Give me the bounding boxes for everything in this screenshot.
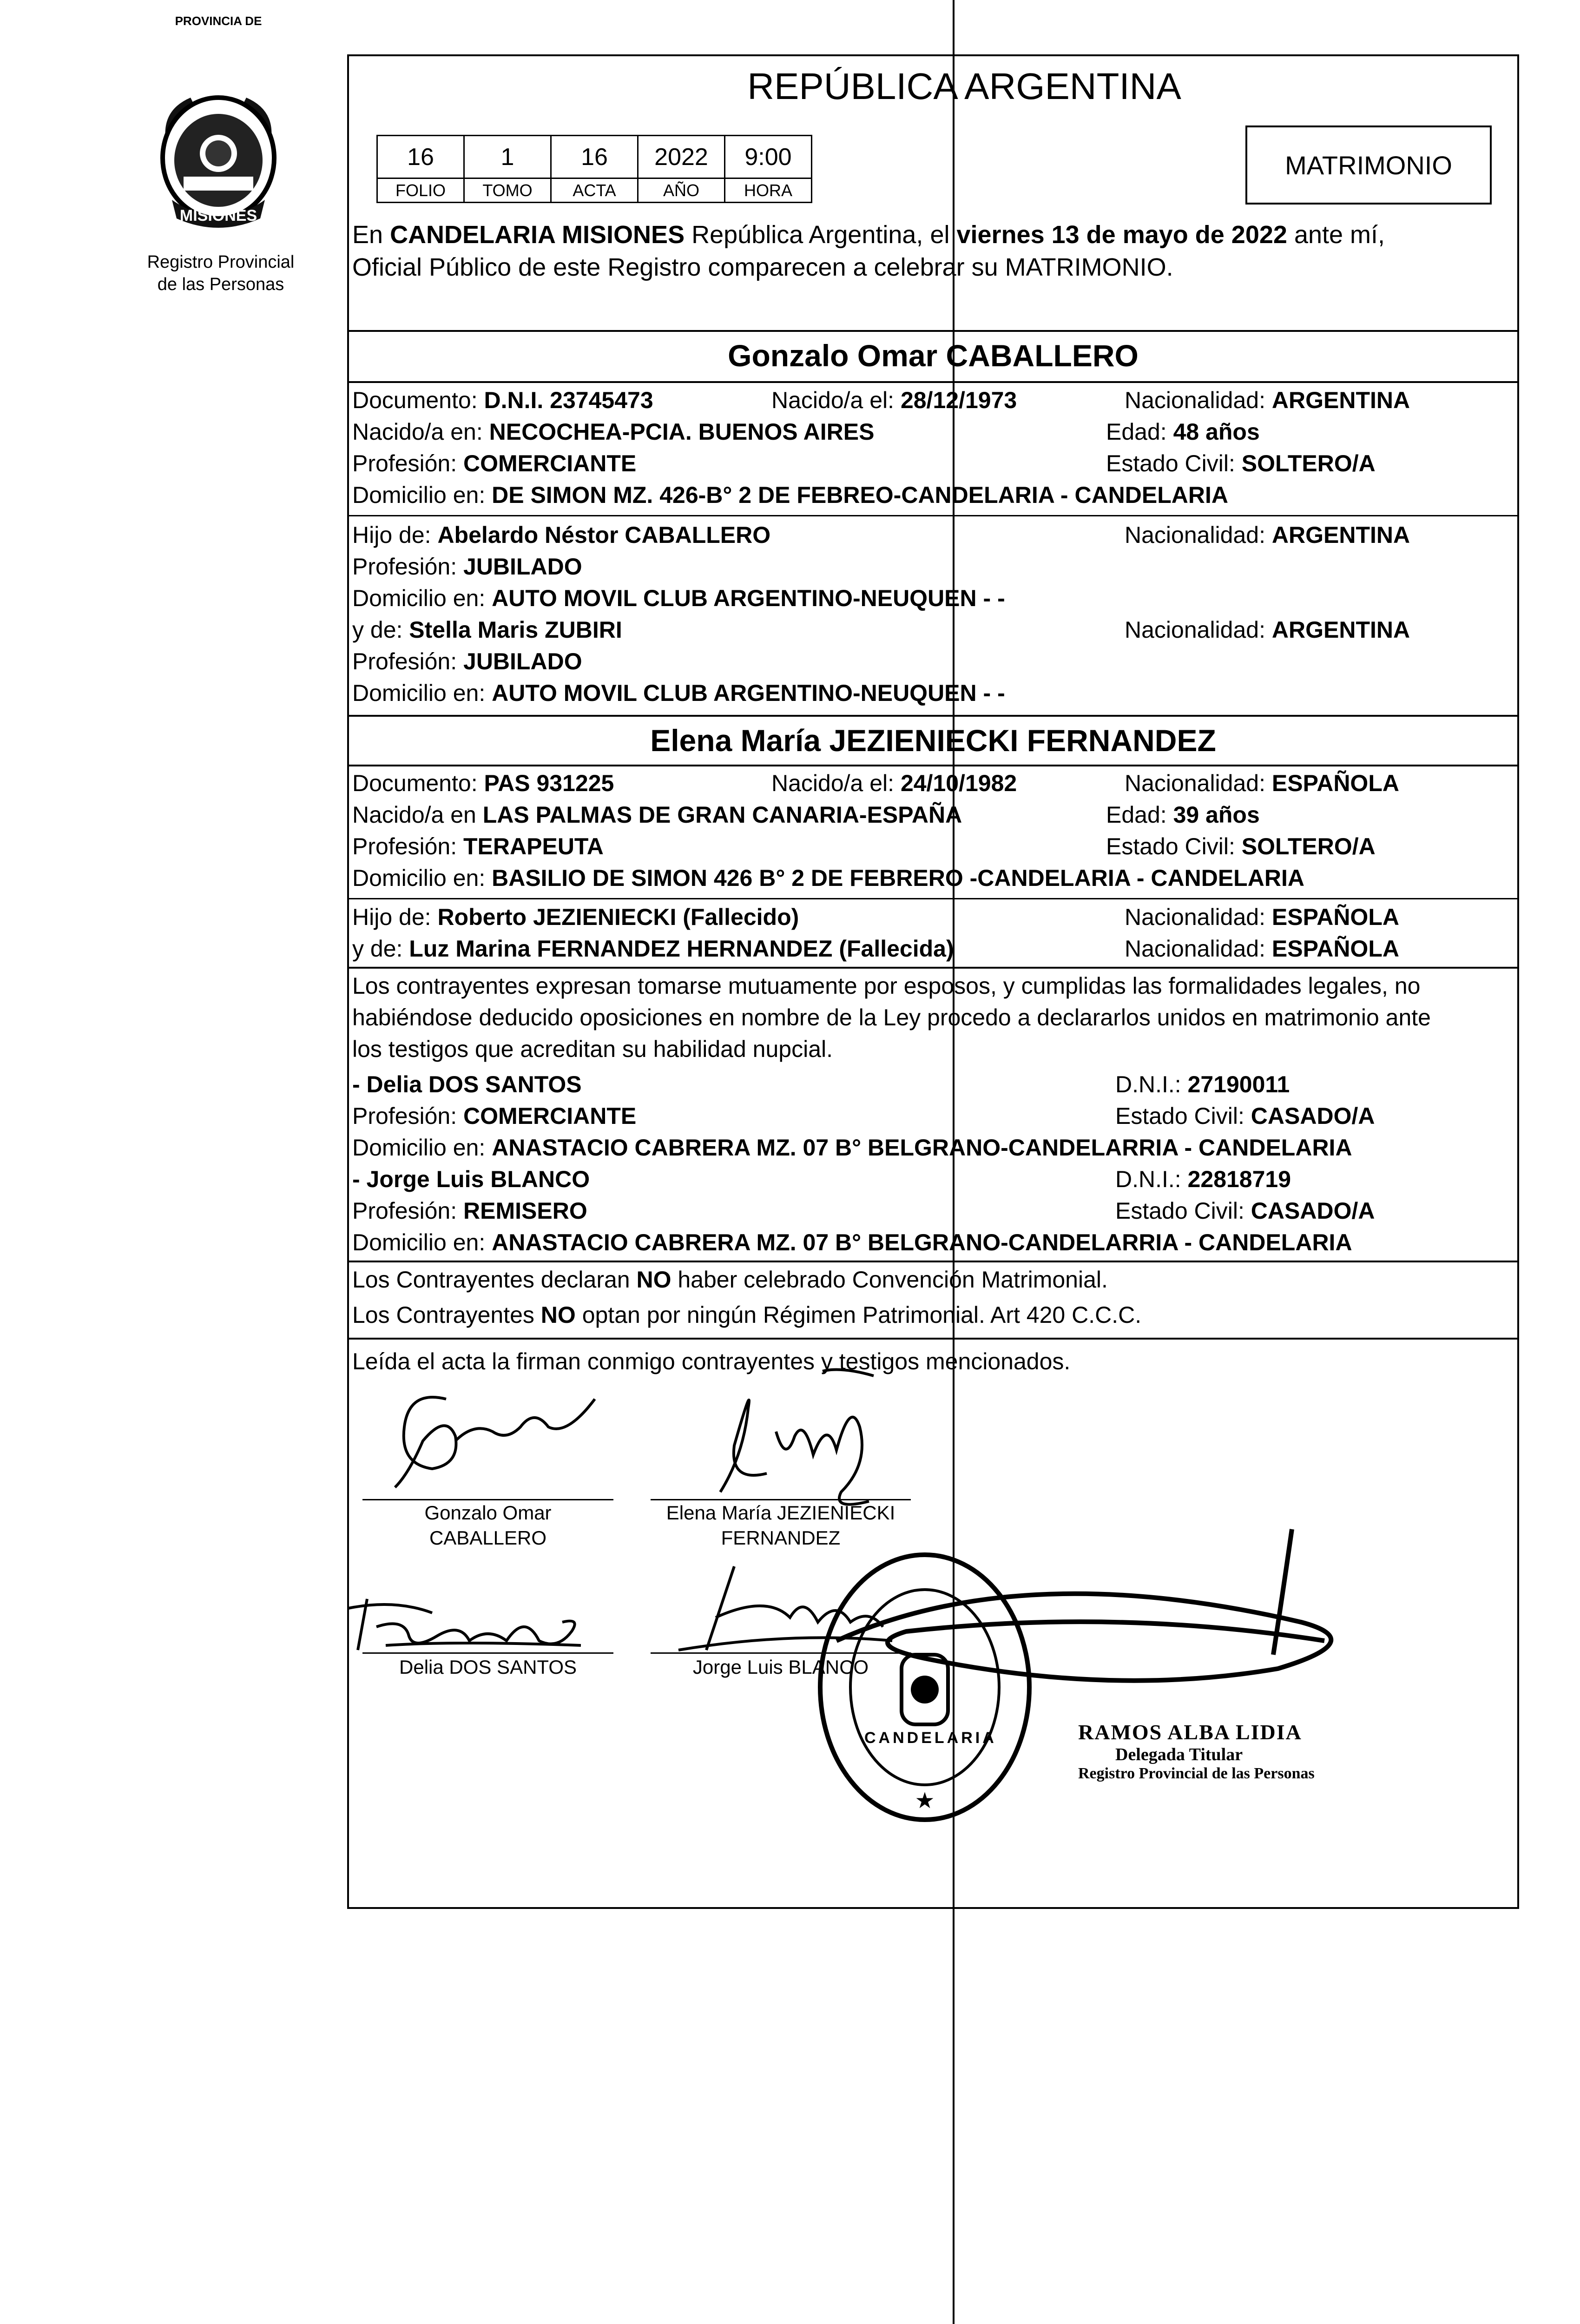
label: Nacionalidad: — [1125, 770, 1272, 796]
label: Nacionalidad: — [1125, 936, 1272, 962]
groom-signature-icon — [353, 1371, 678, 1511]
divider — [347, 898, 1519, 899]
witness-1-civil-row — [1115, 1101, 1375, 1131]
bride-sign-name-1: Elena María JEZIENIECKI — [666, 1502, 895, 1524]
groom-age: 48 años — [1173, 419, 1260, 445]
witness-1-signature-icon — [339, 1571, 599, 1664]
bride-name: Elena María JEZIENIECKI FERNANDEZ — [650, 723, 1216, 758]
bride-signature-icon — [674, 1362, 953, 1515]
intro-text: ante mí, — [1287, 221, 1385, 249]
bride-mother-row — [352, 933, 954, 964]
witness-1-address: ANASTACIO CABRERA MZ. 07 B° BELGRANO-CANDELARRIA - CANDELARIA — [492, 1135, 1352, 1161]
groom-sign-name-1: Gonzalo Omar — [424, 1502, 552, 1524]
intro-line-2: Oficial Público de este Registro comparecen a celebrar su MATRIMONIO. — [352, 253, 1173, 281]
label: Nacionalidad: — [1125, 904, 1272, 930]
label: Profesión: — [352, 450, 464, 476]
bride-civil-row — [1106, 831, 1376, 862]
bride-father-nationality: ESPAÑOLA — [1271, 904, 1399, 930]
bride-civil-status: SOLTERO/A — [1241, 833, 1376, 859]
groom-address: DE SIMON MZ. 426-B° 2 DE FEBREO-CANDELARIA - CANDELARIA — [492, 482, 1228, 508]
intro-date: viernes 13 de mayo de 2022 — [956, 221, 1287, 249]
act-type-box: MATRIMONIO — [1245, 125, 1492, 205]
label: Domicilio en: — [352, 865, 492, 891]
divider — [347, 1261, 1519, 1262]
groom-sign-label — [362, 1500, 613, 1551]
bride-document-row — [352, 768, 614, 799]
declaration-line-3: los testigos que acreditan su habilidad nupcial. — [352, 1036, 833, 1062]
seal-bottom-text: MISIONES — [179, 207, 257, 224]
intro-place: CANDELARIA MISIONES — [390, 221, 685, 249]
official-title: Delegada Titular — [1115, 1745, 1243, 1764]
witness-2-dni: 22818719 — [1187, 1166, 1291, 1192]
witness-2-civil-status: CASADO/A — [1251, 1198, 1375, 1224]
bride-father: Roberto JEZIENIECKI (Fallecido) — [437, 904, 799, 930]
acta-label: ACTA — [550, 178, 639, 203]
groom-mother-profession: JUBILADO — [463, 648, 582, 674]
groom-mother-row — [352, 614, 622, 645]
label: Nacido/a en: — [352, 419, 489, 445]
groom-birthdate-row — [771, 385, 1017, 416]
declaration-line-2: habiéndose deducido oposiciones en nombre de la Ley procedo a declararlos unidos en matrimonio ante — [352, 1004, 1431, 1030]
label: D.N.I.: — [1115, 1166, 1188, 1192]
official-name: RAMOS ALBA LIDIA — [1078, 1720, 1302, 1744]
label: Edad: — [1106, 802, 1173, 828]
groom-mother-dom-row — [352, 678, 1005, 708]
convention-line-1 — [352, 1264, 1108, 1295]
groom-father-nat-row — [1125, 520, 1410, 550]
bride-sign-name-2: FERNANDEZ — [721, 1527, 841, 1549]
witness-1-profession: COMERCIANTE — [463, 1103, 637, 1129]
bride-birthplace-row — [352, 799, 962, 830]
stamp-center-text: CANDELARIA — [864, 1729, 997, 1747]
groom-father-prof-row — [352, 551, 582, 582]
bride-birthdate: 24/10/1982 — [900, 770, 1017, 796]
witness-2-civil-row — [1115, 1195, 1375, 1226]
folio-label: FOLIO — [376, 178, 465, 203]
registry-label — [112, 251, 330, 296]
bride-father-row — [352, 902, 799, 932]
bride-mother: Luz Marina FERNANDEZ HERNANDEZ (Fallecida) — [409, 936, 954, 962]
intro-text: En — [352, 221, 390, 249]
groom-sign-name-2: CABALLERO — [429, 1527, 547, 1549]
groom-birthplace-row — [352, 416, 874, 447]
divider — [347, 330, 1519, 332]
label: Documento: — [352, 770, 484, 796]
groom-document: D.N.I. 23745473 — [484, 387, 653, 413]
witness-1-sign-label: Delia DOS SANTOS — [399, 1656, 577, 1678]
seal-top-text: PROVINCIA DE — [175, 14, 262, 28]
tomo-value: 1 — [463, 135, 552, 179]
text: Los Contrayentes declaran — [352, 1267, 637, 1293]
bride-nationality: ESPAÑOLA — [1271, 770, 1399, 796]
divider — [347, 381, 1519, 383]
witness-2-profession: REMISERO — [463, 1198, 587, 1224]
groom-mother-prof-row — [352, 646, 582, 677]
bride-profession-row — [352, 831, 604, 862]
witness-1-civil-status: CASADO/A — [1251, 1103, 1375, 1129]
groom-profession: COMERCIANTE — [463, 450, 637, 476]
groom-father-address: AUTO MOVIL CLUB ARGENTINO-NEUQUEN - - — [492, 585, 1005, 611]
witness-2-sign-label: Jorge Luis BLANCO — [692, 1656, 869, 1678]
groom-birthdate: 28/12/1973 — [900, 387, 1017, 413]
text: NO — [636, 1267, 672, 1293]
hora-label: HORA — [724, 178, 812, 203]
label: Hijo de: — [352, 904, 438, 930]
label: Documento: — [352, 387, 484, 413]
groom-birthplace: NECOCHEA-PCIA. BUENOS AIRES — [489, 419, 875, 445]
declaration-line-1: Los contrayentes expresan tomarse mutuamente por esposos, y cumplidas las formalidades legales, no — [352, 973, 1421, 999]
label: Domicilio en: — [352, 585, 492, 611]
acta-value: 16 — [550, 135, 639, 179]
bride-birthplace: LAS PALMAS DE GRAN CANARIA-ESPAÑA — [482, 802, 962, 828]
groom-father-row — [352, 520, 770, 550]
witness-1-dom-row — [352, 1132, 1352, 1163]
text: Los Contrayentes — [352, 1302, 541, 1328]
registry-line-2: de las Personas — [157, 275, 284, 294]
witness-2-dni-row — [1115, 1164, 1291, 1195]
label: Domicilio en: — [352, 1135, 492, 1161]
official-signature-icon — [790, 1501, 1394, 1715]
bride-nationality-row — [1125, 768, 1399, 799]
groom-civil-status: SOLTERO/A — [1241, 450, 1376, 476]
anio-label: AÑO — [637, 178, 725, 203]
bride-age: 39 años — [1173, 802, 1260, 828]
label: Domicilio en: — [352, 680, 492, 706]
witness-1-dni-row — [1115, 1069, 1290, 1100]
label: Profesión: — [352, 1103, 464, 1129]
bride-profession: TERAPEUTA — [463, 833, 604, 859]
groom-mother-address: AUTO MOVIL CLUB ARGENTINO-NEUQUEN - - — [492, 680, 1005, 706]
label: Nacido/a el: — [771, 770, 901, 796]
label: Nacionalidad: — [1125, 387, 1272, 413]
witness-2-dom-row — [352, 1227, 1352, 1258]
label: Domicilio en: — [352, 482, 492, 508]
intro-line-1 — [352, 218, 1385, 251]
tomo-label: TOMO — [463, 178, 552, 203]
bride-birthdate-row — [771, 768, 1017, 799]
witness-1-prof-row — [352, 1101, 636, 1131]
closing-text: Leída el acta la firman conmigo contrayentes y testigos mencionados. — [352, 1348, 1071, 1374]
label: Estado Civil: — [1115, 1103, 1251, 1129]
groom-profession-row — [352, 448, 636, 479]
official-block — [1078, 1720, 1315, 1783]
hora-value: 9:00 — [724, 135, 812, 179]
divider — [347, 967, 1519, 969]
witness-2-prof-row — [352, 1195, 587, 1226]
witness-1-name: - Delia DOS SANTOS — [352, 1071, 582, 1097]
groom-age-row — [1106, 416, 1260, 447]
intro-text: República Argentina, el — [685, 221, 957, 249]
groom-father-profession: JUBILADO — [463, 554, 582, 580]
label: y de: — [352, 617, 409, 643]
label: Profesión: — [352, 648, 464, 674]
groom-name: Gonzalo Omar CABALLERO — [728, 338, 1139, 373]
label: Estado Civil: — [1115, 1198, 1251, 1224]
groom-nationality: ARGENTINA — [1271, 387, 1410, 413]
bride-mother-nationality: ESPAÑOLA — [1271, 936, 1399, 962]
folio-value: 16 — [376, 135, 465, 179]
label: Nacido/a en — [352, 802, 483, 828]
label: Nacido/a el: — [771, 387, 901, 413]
text: NO — [540, 1302, 576, 1328]
witness-2-name: - Jorge Luis BLANCO — [352, 1166, 590, 1192]
groom-nationality-row — [1125, 385, 1410, 416]
bride-age-row — [1106, 799, 1260, 830]
label: D.N.I.: — [1115, 1071, 1188, 1097]
witness-1-dni: 27190011 — [1187, 1071, 1290, 1097]
bride-document: PAS 931225 — [484, 770, 614, 796]
republic-title: REPÚBLICA ARGENTINA — [747, 66, 1181, 107]
text: optan por ningún Régimen Patrimonial. Art 420 C.C.C. — [575, 1302, 1142, 1328]
divider — [347, 515, 1519, 516]
text: haber celebrado Convención Matrimonial. — [671, 1267, 1108, 1293]
groom-father: Abelardo Néstor CABALLERO — [437, 522, 771, 548]
official-office: Registro Provincial de las Personas — [1078, 1765, 1315, 1782]
bride-address-row — [352, 863, 1304, 893]
label: Estado Civil: — [1106, 833, 1242, 859]
registry-line-1: Registro Provincial — [147, 252, 295, 272]
label: Nacionalidad: — [1125, 617, 1272, 643]
label: Estado Civil: — [1106, 450, 1242, 476]
divider — [347, 765, 1519, 766]
bride-father-nat-row — [1125, 902, 1399, 932]
label: Hijo de: — [352, 522, 438, 548]
signature-line — [362, 1652, 613, 1654]
divider — [347, 1338, 1519, 1340]
bride-address: BASILIO DE SIMON 426 B° 2 DE FEBRERO -CANDELARIA - CANDELARIA — [492, 865, 1304, 891]
groom-civil-row — [1106, 448, 1376, 479]
groom-document-row — [352, 385, 653, 416]
witness-2-address: ANASTACIO CABRERA MZ. 07 B° BELGRANO-CANDELARRIA - CANDELARIA — [492, 1229, 1352, 1255]
convention-line-2 — [352, 1300, 1141, 1330]
label: Profesión: — [352, 833, 464, 859]
label: Nacionalidad: — [1125, 522, 1272, 548]
label: Edad: — [1106, 419, 1173, 445]
bride-mother-nat-row — [1125, 933, 1399, 964]
anio-value: 2022 — [637, 135, 725, 179]
groom-address-row — [352, 480, 1228, 510]
groom-father-nationality: ARGENTINA — [1271, 522, 1410, 548]
groom-mother-nat-row — [1125, 614, 1410, 645]
groom-mother: Stella Maris ZUBIRI — [409, 617, 622, 643]
label: Profesión: — [352, 554, 464, 580]
label: Domicilio en: — [352, 1229, 492, 1255]
groom-mother-nationality: ARGENTINA — [1271, 617, 1410, 643]
label: y de: — [352, 936, 409, 962]
divider — [347, 715, 1519, 717]
svg-text:★: ★ — [915, 1788, 935, 1814]
groom-father-dom-row — [352, 583, 1005, 614]
label: Profesión: — [352, 1198, 464, 1224]
